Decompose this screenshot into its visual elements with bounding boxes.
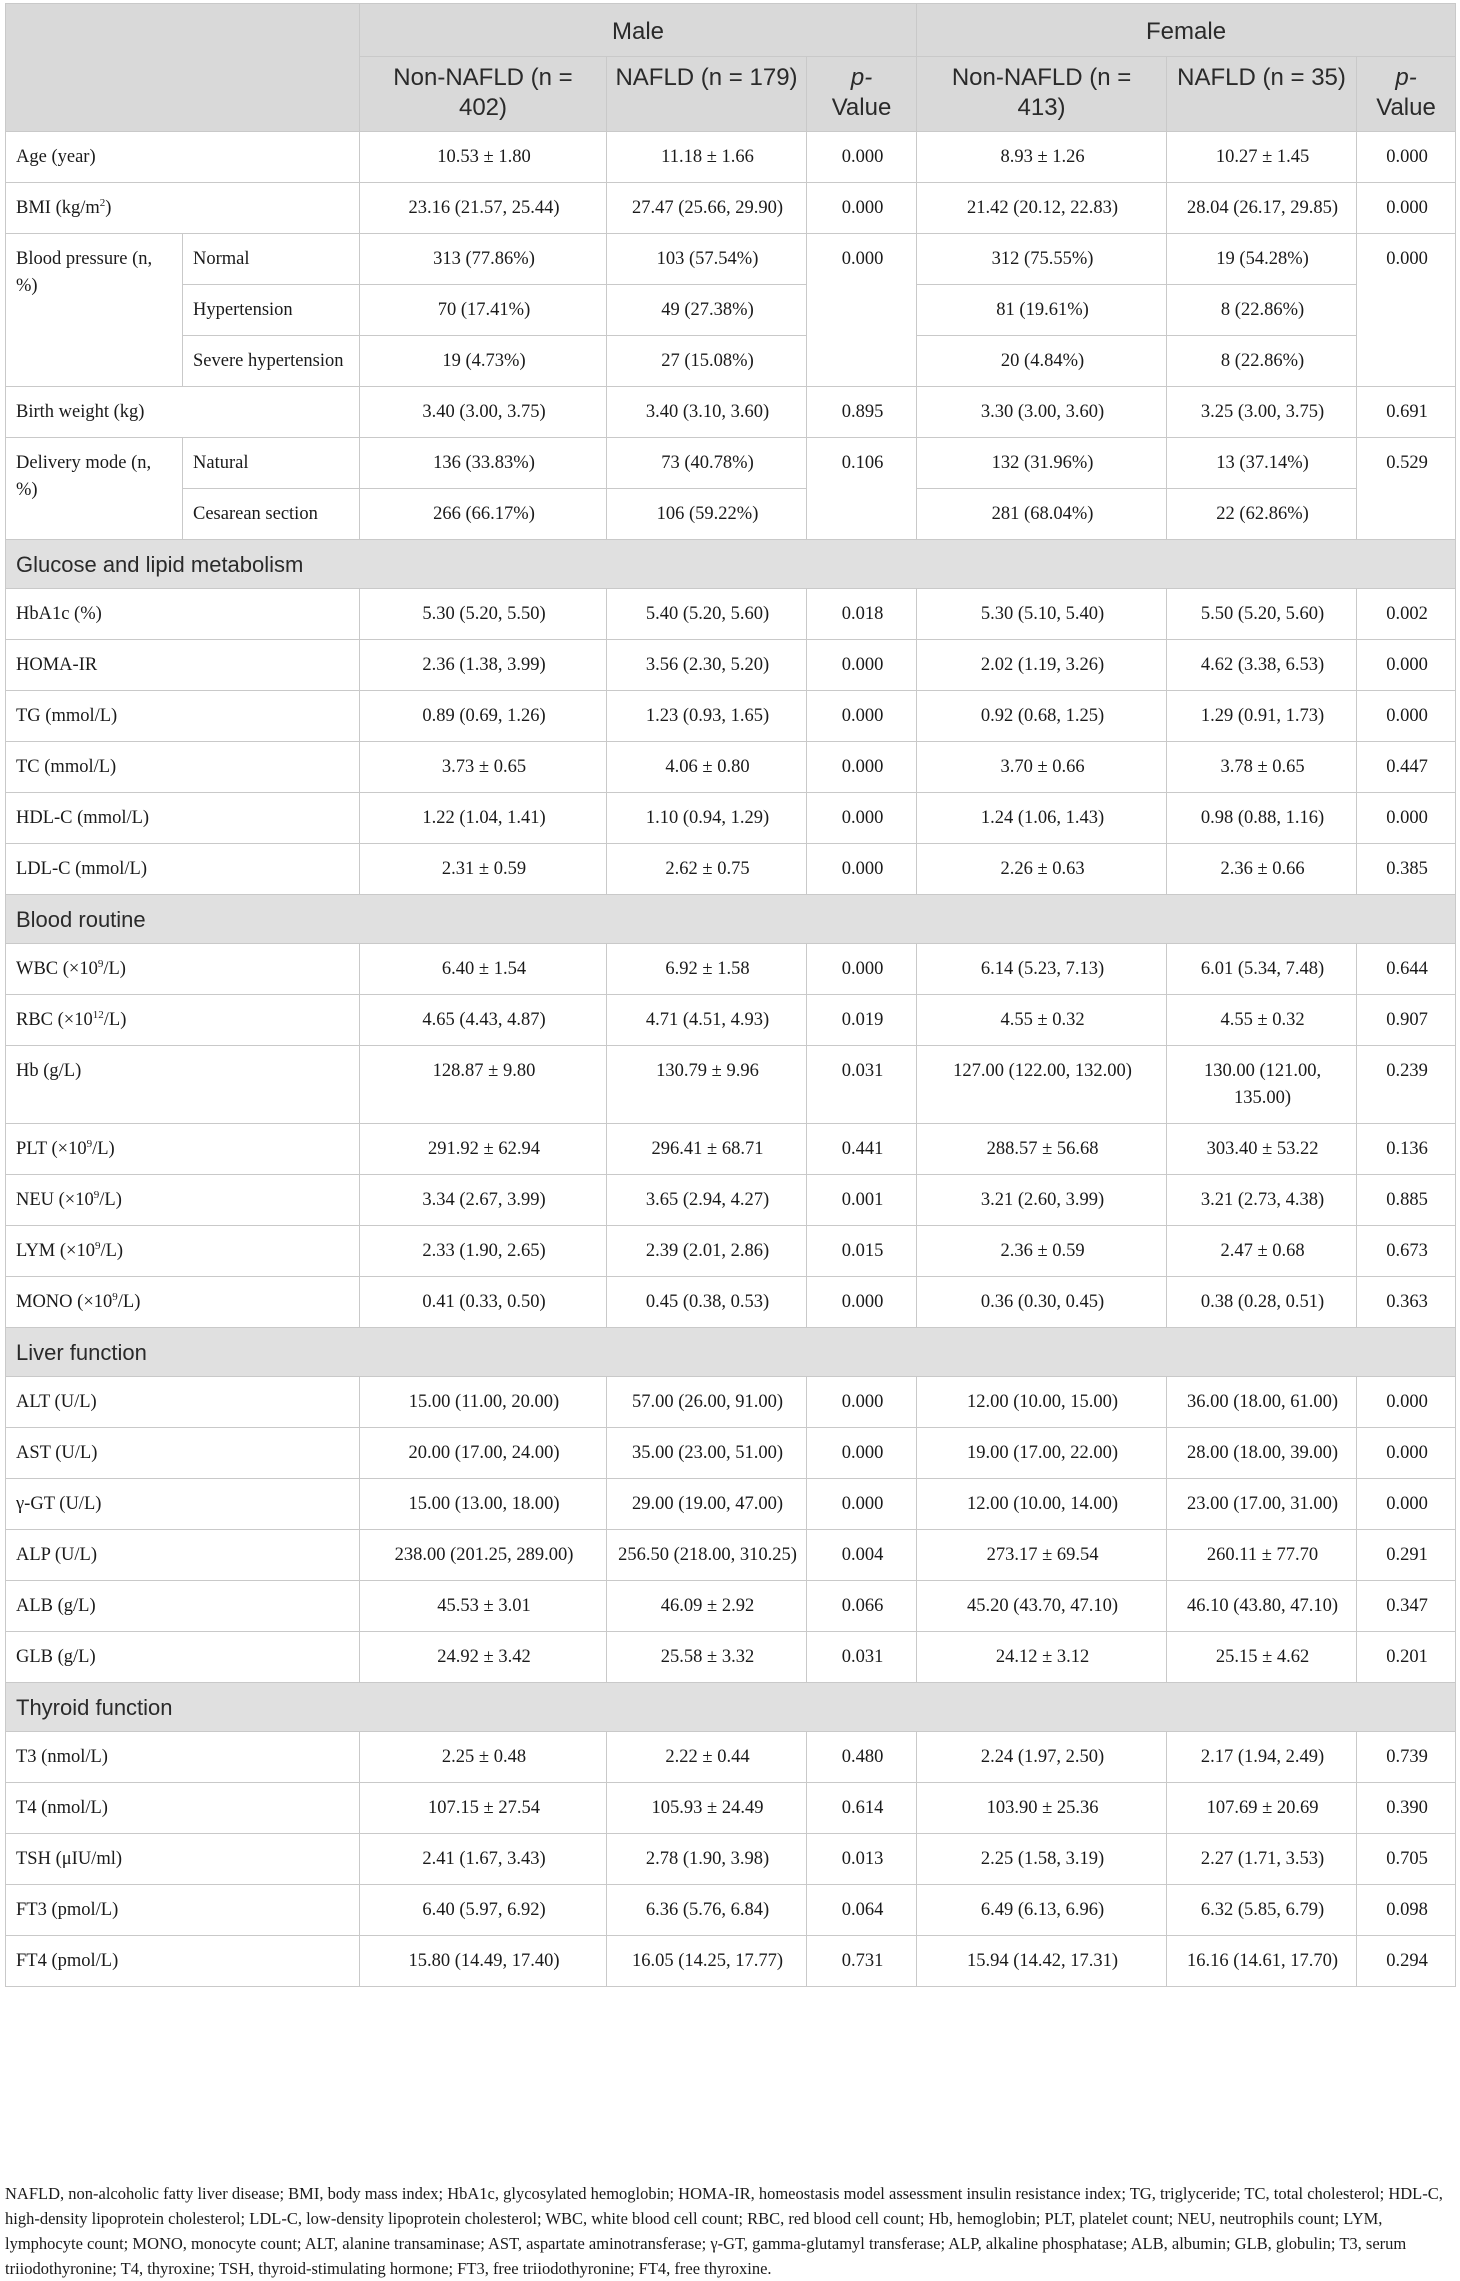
label-sup: 12 bbox=[92, 1008, 104, 1021]
cell: 36.00 (18.00, 61.00) bbox=[1167, 1377, 1357, 1428]
row-label: Hb (g/L) bbox=[6, 1046, 360, 1124]
cell: 3.21 (2.73, 4.38) bbox=[1167, 1175, 1357, 1226]
table-row bbox=[6, 1277, 1456, 1328]
cell: 0.000 bbox=[807, 944, 917, 995]
row-label: ALP (U/L) bbox=[6, 1530, 360, 1581]
label-text: NEU (×10 bbox=[16, 1190, 94, 1210]
label-sup: 9 bbox=[94, 1239, 101, 1252]
table-row bbox=[6, 234, 1456, 285]
section-title: Liver function bbox=[6, 1328, 1456, 1377]
cell: 0.480 bbox=[807, 1732, 917, 1783]
cell: 3.56 (2.30, 5.20) bbox=[607, 640, 807, 691]
label-end: /L) bbox=[103, 959, 126, 979]
row-label: T4 (nmol/L) bbox=[6, 1783, 360, 1834]
cell: 0.000 bbox=[807, 640, 917, 691]
cell: 0.000 bbox=[1357, 132, 1456, 183]
cell: 281 (68.04%) bbox=[917, 489, 1167, 540]
header-nafld-male: NAFLD (n = 179) bbox=[607, 57, 807, 132]
cell: 6.36 (5.76, 6.84) bbox=[607, 1885, 807, 1936]
cell: 2.24 (1.97, 2.50) bbox=[917, 1732, 1167, 1783]
row-label: HbA1c (%) bbox=[6, 589, 360, 640]
cell: 0.885 bbox=[1357, 1175, 1456, 1226]
cell: 2.39 (2.01, 2.86) bbox=[607, 1226, 807, 1277]
cell: 57.00 (26.00, 91.00) bbox=[607, 1377, 807, 1428]
section-title: Thyroid function bbox=[6, 1683, 1456, 1732]
table-row bbox=[6, 285, 1456, 336]
cell: 6.32 (5.85, 6.79) bbox=[1167, 1885, 1357, 1936]
table-row bbox=[6, 691, 1456, 742]
header-pvalue-male bbox=[807, 57, 917, 132]
cell: 0.907 bbox=[1357, 995, 1456, 1046]
cell: 15.80 (14.49, 17.40) bbox=[360, 1936, 607, 1987]
cell: 11.18 ± 1.66 bbox=[607, 132, 807, 183]
cell: 0.066 bbox=[807, 1581, 917, 1632]
label-text: BMI (kg/m bbox=[16, 198, 100, 218]
cell: 0.201 bbox=[1357, 1632, 1456, 1683]
cell: 49 (27.38%) bbox=[607, 285, 807, 336]
cell: 23.00 (17.00, 31.00) bbox=[1167, 1479, 1357, 1530]
cell: 107.69 ± 20.69 bbox=[1167, 1783, 1357, 1834]
header-corner bbox=[6, 4, 360, 132]
cell: 35.00 (23.00, 51.00) bbox=[607, 1428, 807, 1479]
cell: 81 (19.61%) bbox=[917, 285, 1167, 336]
cell: 0.294 bbox=[1357, 1936, 1456, 1987]
cell: 0.031 bbox=[807, 1632, 917, 1683]
cell: 2.25 ± 0.48 bbox=[360, 1732, 607, 1783]
table-row bbox=[6, 1581, 1456, 1632]
cell: 4.55 ± 0.32 bbox=[917, 995, 1167, 1046]
cell: 0.013 bbox=[807, 1834, 917, 1885]
cell: 4.06 ± 0.80 bbox=[607, 742, 807, 793]
row-label bbox=[6, 995, 360, 1046]
cell: 0.000 bbox=[807, 234, 917, 387]
cell: 28.04 (26.17, 29.85) bbox=[1167, 183, 1357, 234]
cell: 2.41 (1.67, 3.43) bbox=[360, 1834, 607, 1885]
label-sup: 9 bbox=[112, 1290, 118, 1303]
row-label: Age (year) bbox=[6, 132, 360, 183]
label-end: /L) bbox=[100, 1241, 124, 1261]
cell: 0.001 bbox=[807, 1175, 917, 1226]
row-sublabel: Hypertension bbox=[183, 285, 360, 336]
table-row bbox=[6, 589, 1456, 640]
cell: 0.015 bbox=[807, 1226, 917, 1277]
cell: 312 (75.55%) bbox=[917, 234, 1167, 285]
cell: 0.000 bbox=[807, 691, 917, 742]
cell: 2.02 (1.19, 3.26) bbox=[917, 640, 1167, 691]
cell: 1.22 (1.04, 1.41) bbox=[360, 793, 607, 844]
row-label: FT3 (pmol/L) bbox=[6, 1885, 360, 1936]
cell: 8 (22.86%) bbox=[1167, 336, 1357, 387]
row-sublabel: Cesarean section bbox=[183, 489, 360, 540]
cell: 2.36 (1.38, 3.99) bbox=[360, 640, 607, 691]
row-label: Birth weight (kg) bbox=[6, 387, 360, 438]
cell: 1.24 (1.06, 1.43) bbox=[917, 793, 1167, 844]
cell: 303.40 ± 53.22 bbox=[1167, 1124, 1357, 1175]
cell: 0.000 bbox=[1357, 1428, 1456, 1479]
cell: 0.000 bbox=[1357, 234, 1456, 387]
sections-body bbox=[6, 540, 1456, 1987]
cell: 1.10 (0.94, 1.29) bbox=[607, 793, 807, 844]
section-header-row bbox=[6, 540, 1456, 589]
cell: 260.11 ± 77.70 bbox=[1167, 1530, 1357, 1581]
cell: 3.78 ± 0.65 bbox=[1167, 742, 1357, 793]
cell: 19 (54.28%) bbox=[1167, 234, 1357, 285]
cell: 24.12 ± 3.12 bbox=[917, 1632, 1167, 1683]
cell: 3.34 (2.67, 3.99) bbox=[360, 1175, 607, 1226]
cell: 0.106 bbox=[807, 438, 917, 540]
row-label: GLB (g/L) bbox=[6, 1632, 360, 1683]
table-row bbox=[6, 1530, 1456, 1581]
cell: 3.30 (3.00, 3.60) bbox=[917, 387, 1167, 438]
section-header-row bbox=[6, 895, 1456, 944]
header-nafld-female: NAFLD (n = 35) bbox=[1167, 57, 1357, 132]
cell: 0.390 bbox=[1357, 1783, 1456, 1834]
cell: 0.000 bbox=[1357, 793, 1456, 844]
cell: 10.27 ± 1.45 bbox=[1167, 132, 1357, 183]
label-text: PLT (×10 bbox=[16, 1139, 87, 1159]
cell: 19.00 (17.00, 22.00) bbox=[917, 1428, 1167, 1479]
cell: 0.136 bbox=[1357, 1124, 1456, 1175]
cell: 6.01 (5.34, 7.48) bbox=[1167, 944, 1357, 995]
table-row bbox=[6, 1428, 1456, 1479]
cell: 16.16 (14.61, 17.70) bbox=[1167, 1936, 1357, 1987]
cell: 46.09 ± 2.92 bbox=[607, 1581, 807, 1632]
label-sup: 9 bbox=[97, 957, 104, 970]
cell: 28.00 (18.00, 39.00) bbox=[1167, 1428, 1357, 1479]
cell: 6.49 (6.13, 6.96) bbox=[917, 1885, 1167, 1936]
pvalue-p: p- bbox=[850, 64, 873, 91]
label-sup: 2 bbox=[99, 196, 106, 209]
table-row bbox=[6, 1479, 1456, 1530]
table-row bbox=[6, 1175, 1456, 1226]
cell: 0.895 bbox=[807, 387, 917, 438]
cell: 2.31 ± 0.59 bbox=[360, 844, 607, 895]
cell: 2.33 (1.90, 2.65) bbox=[360, 1226, 607, 1277]
label-end: ) bbox=[105, 198, 112, 218]
cell: 0.002 bbox=[1357, 589, 1456, 640]
cell: 0.447 bbox=[1357, 742, 1456, 793]
cell: 0.019 bbox=[807, 995, 917, 1046]
cell: 1.23 (0.93, 1.65) bbox=[607, 691, 807, 742]
cell: 136 (33.83%) bbox=[360, 438, 607, 489]
header-male: Male bbox=[360, 4, 917, 57]
section-header-row bbox=[6, 1328, 1456, 1377]
cell: 6.40 ± 1.54 bbox=[360, 944, 607, 995]
cell: 3.21 (2.60, 3.99) bbox=[917, 1175, 1167, 1226]
cell: 0.705 bbox=[1357, 1834, 1456, 1885]
cell: 291.92 ± 62.94 bbox=[360, 1124, 607, 1175]
row-label bbox=[6, 1277, 360, 1328]
cell: 0.000 bbox=[1357, 691, 1456, 742]
cell: 45.20 (43.70, 47.10) bbox=[917, 1581, 1167, 1632]
row-label: T3 (nmol/L) bbox=[6, 1732, 360, 1783]
cell: 15.00 (11.00, 20.00) bbox=[360, 1377, 607, 1428]
cell: 22 (62.86%) bbox=[1167, 489, 1357, 540]
label-text: RBC (×10 bbox=[16, 1010, 93, 1030]
cell: 3.40 (3.00, 3.75) bbox=[360, 387, 607, 438]
cell: 2.27 (1.71, 3.53) bbox=[1167, 1834, 1357, 1885]
table-row bbox=[6, 995, 1456, 1046]
row-label: γ-GT (U/L) bbox=[6, 1479, 360, 1530]
table-row bbox=[6, 944, 1456, 995]
cell: 0.92 (0.68, 1.25) bbox=[917, 691, 1167, 742]
cell: 73 (40.78%) bbox=[607, 438, 807, 489]
row-label: AST (U/L) bbox=[6, 1428, 360, 1479]
cell: 3.65 (2.94, 4.27) bbox=[607, 1175, 807, 1226]
cell: 19 (4.73%) bbox=[360, 336, 607, 387]
cell: 2.36 ± 0.59 bbox=[917, 1226, 1167, 1277]
cell: 20.00 (17.00, 24.00) bbox=[360, 1428, 607, 1479]
cell: 3.70 ± 0.66 bbox=[917, 742, 1167, 793]
cell: 24.92 ± 3.42 bbox=[360, 1632, 607, 1683]
cell: 0.36 (0.30, 0.45) bbox=[917, 1277, 1167, 1328]
table-row bbox=[6, 1632, 1456, 1683]
cell: 4.65 (4.43, 4.87) bbox=[360, 995, 607, 1046]
cell: 5.50 (5.20, 5.60) bbox=[1167, 589, 1357, 640]
cell: 0.614 bbox=[807, 1783, 917, 1834]
table-row bbox=[6, 1936, 1456, 1987]
cell: 2.36 ± 0.66 bbox=[1167, 844, 1357, 895]
row-label: TG (mmol/L) bbox=[6, 691, 360, 742]
table-row bbox=[6, 1046, 1456, 1124]
cell: 107.15 ± 27.54 bbox=[360, 1783, 607, 1834]
cell: 13 (37.14%) bbox=[1167, 438, 1357, 489]
cell: 0.41 (0.33, 0.50) bbox=[360, 1277, 607, 1328]
cell: 0.291 bbox=[1357, 1530, 1456, 1581]
cell: 0.385 bbox=[1357, 844, 1456, 895]
section-title: Glucose and lipid metabolism bbox=[6, 540, 1456, 589]
cell: 8 (22.86%) bbox=[1167, 285, 1357, 336]
cell: 130.00 (121.00, 135.00) bbox=[1167, 1046, 1357, 1124]
cell: 0.000 bbox=[807, 1377, 917, 1428]
cell: 8.93 ± 1.26 bbox=[917, 132, 1167, 183]
label-end: /L) bbox=[103, 1010, 127, 1030]
label-sup: 9 bbox=[93, 1188, 100, 1201]
cell: 313 (77.86%) bbox=[360, 234, 607, 285]
cell: 20 (4.84%) bbox=[917, 336, 1167, 387]
cell: 0.000 bbox=[807, 844, 917, 895]
table-row bbox=[6, 489, 1456, 540]
cell: 0.239 bbox=[1357, 1046, 1456, 1124]
row-label bbox=[6, 1226, 360, 1277]
cell: 3.73 ± 0.65 bbox=[360, 742, 607, 793]
cell: 2.17 (1.94, 2.49) bbox=[1167, 1732, 1357, 1783]
cell: 0.644 bbox=[1357, 944, 1456, 995]
cell: 3.40 (3.10, 3.60) bbox=[607, 387, 807, 438]
cell: 128.87 ± 9.80 bbox=[360, 1046, 607, 1124]
cell: 6.14 (5.23, 7.13) bbox=[917, 944, 1167, 995]
cell: 266 (66.17%) bbox=[360, 489, 607, 540]
cell: 130.79 ± 9.96 bbox=[607, 1046, 807, 1124]
cell: 5.40 (5.20, 5.60) bbox=[607, 589, 807, 640]
section-header-row bbox=[6, 1683, 1456, 1732]
cell: 45.53 ± 3.01 bbox=[360, 1581, 607, 1632]
cell: 25.15 ± 4.62 bbox=[1167, 1632, 1357, 1683]
label-text: WBC (×10 bbox=[16, 959, 98, 979]
header-pvalue-female bbox=[1357, 57, 1456, 132]
cell: 103 (57.54%) bbox=[607, 234, 807, 285]
row-group-label: Delivery mode (n, %) bbox=[6, 438, 183, 540]
cell: 2.47 ± 0.68 bbox=[1167, 1226, 1357, 1277]
table-row bbox=[6, 132, 1456, 183]
label-end: /L) bbox=[92, 1139, 115, 1159]
cell: 2.22 ± 0.44 bbox=[607, 1732, 807, 1783]
row-group-label: Blood pressure (n, %) bbox=[6, 234, 183, 387]
cell: 0.673 bbox=[1357, 1226, 1456, 1277]
cell: 6.40 (5.97, 6.92) bbox=[360, 1885, 607, 1936]
cell: 0.45 (0.38, 0.53) bbox=[607, 1277, 807, 1328]
row-label: HDL-C (mmol/L) bbox=[6, 793, 360, 844]
cell: 21.42 (20.12, 22.83) bbox=[917, 183, 1167, 234]
table-row bbox=[6, 742, 1456, 793]
table-row bbox=[6, 1885, 1456, 1936]
cell: 0.000 bbox=[1357, 183, 1456, 234]
row-label: FT4 (pmol/L) bbox=[6, 1936, 360, 1987]
cell: 27 (15.08%) bbox=[607, 336, 807, 387]
row-label: TC (mmol/L) bbox=[6, 742, 360, 793]
cell: 70 (17.41%) bbox=[360, 285, 607, 336]
cell: 105.93 ± 24.49 bbox=[607, 1783, 807, 1834]
table-row bbox=[6, 793, 1456, 844]
cell: 2.25 (1.58, 3.19) bbox=[917, 1834, 1167, 1885]
table-row bbox=[6, 1834, 1456, 1885]
cell: 0.691 bbox=[1357, 387, 1456, 438]
cell: 0.018 bbox=[807, 589, 917, 640]
row-label bbox=[6, 183, 360, 234]
row-sublabel: Normal bbox=[183, 234, 360, 285]
cell: 2.26 ± 0.63 bbox=[917, 844, 1167, 895]
cell: 103.90 ± 25.36 bbox=[917, 1783, 1167, 1834]
table-row bbox=[6, 1226, 1456, 1277]
cell: 15.00 (13.00, 18.00) bbox=[360, 1479, 607, 1530]
header-non-nafld-female: Non-NAFLD (n = 413) bbox=[917, 57, 1167, 132]
table-row bbox=[6, 1783, 1456, 1834]
cell: 238.00 (201.25, 289.00) bbox=[360, 1530, 607, 1581]
row-label bbox=[6, 944, 360, 995]
data-table bbox=[5, 3, 1456, 1987]
cell: 4.62 (3.38, 6.53) bbox=[1167, 640, 1357, 691]
cell: 2.78 (1.90, 3.98) bbox=[607, 1834, 807, 1885]
pvalue-value: Value bbox=[1376, 94, 1436, 121]
table-row bbox=[6, 1377, 1456, 1428]
cell: 0.000 bbox=[807, 793, 917, 844]
cell: 296.41 ± 68.71 bbox=[607, 1124, 807, 1175]
label-text: LYM (×10 bbox=[16, 1241, 95, 1261]
table-row bbox=[6, 183, 1456, 234]
row-label: TSH (μIU/ml) bbox=[6, 1834, 360, 1885]
label-end: /L) bbox=[117, 1292, 141, 1312]
table-row bbox=[6, 438, 1456, 489]
table-row bbox=[6, 387, 1456, 438]
cell: 0.363 bbox=[1357, 1277, 1456, 1328]
table-row bbox=[6, 640, 1456, 691]
cell: 4.71 (4.51, 4.93) bbox=[607, 995, 807, 1046]
cell: 0.031 bbox=[807, 1046, 917, 1124]
cell: 0.000 bbox=[1357, 1377, 1456, 1428]
table-row bbox=[6, 336, 1456, 387]
table-footnote: NAFLD, non-alcoholic fatty liver disease; BMI, body mass index; HbA1c, glycosylated hemoglobin; HOMA-IR, homeostasis model assessment insulin resistance index; TG, triglyceride; TC, total cholesterol; HDL-C, high-density lipoprotein cholesterol; LDL-C, low-density lipoprotein cholesterol; WBC, white blood cell count; RBC, red blood cell count; Hb, hemoglobin; PLT, platelet count; NEU, neutrophils count; LYM, lymphocyte count; MONO, monocyte count; ALT, alanine transaminase; AST, aspartate aminotransferase; γ-GT, gamma-glutamyl transferase; ALP, alkaline phosphatase; ALB, albumin; GLB, globulin; T3, serum triiodothyronine; T4, thyroxine; TSH, thyroid-stimulating hormone; FT3, free triiodothyronine; FT4, free thyroxine. bbox=[5, 2184, 1443, 2278]
cell: 0.98 (0.88, 1.16) bbox=[1167, 793, 1357, 844]
label-end: /L) bbox=[99, 1190, 122, 1210]
cell: 5.30 (5.10, 5.40) bbox=[917, 589, 1167, 640]
cell: 0.89 (0.69, 1.26) bbox=[360, 691, 607, 742]
row-label: HOMA-IR bbox=[6, 640, 360, 691]
cell: 6.92 ± 1.58 bbox=[607, 944, 807, 995]
cell: 256.50 (218.00, 310.25) bbox=[607, 1530, 807, 1581]
table-container bbox=[5, 3, 1455, 1987]
label-sup: 9 bbox=[86, 1137, 93, 1150]
row-label: ALB (g/L) bbox=[6, 1581, 360, 1632]
cell: 25.58 ± 3.32 bbox=[607, 1632, 807, 1683]
cell: 132 (31.96%) bbox=[917, 438, 1167, 489]
cell: 3.25 (3.00, 3.75) bbox=[1167, 387, 1357, 438]
cell: 0.000 bbox=[807, 742, 917, 793]
cell: 127.00 (122.00, 132.00) bbox=[917, 1046, 1167, 1124]
cell: 0.000 bbox=[1357, 640, 1456, 691]
cell: 0.064 bbox=[807, 1885, 917, 1936]
header-non-nafld-male: Non-NAFLD (n = 402) bbox=[360, 57, 607, 132]
cell: 15.94 (14.42, 17.31) bbox=[917, 1936, 1167, 1987]
cell: 273.17 ± 69.54 bbox=[917, 1530, 1167, 1581]
cell: 0.739 bbox=[1357, 1732, 1456, 1783]
cell: 0.000 bbox=[807, 183, 917, 234]
row-label: LDL-C (mmol/L) bbox=[6, 844, 360, 895]
label-text: MONO (×10 bbox=[16, 1292, 113, 1312]
row-label bbox=[6, 1124, 360, 1175]
row-sublabel: Severe hypertension bbox=[183, 336, 360, 387]
cell: 0.000 bbox=[807, 1428, 917, 1479]
header-female: Female bbox=[917, 4, 1456, 57]
cell: 46.10 (43.80, 47.10) bbox=[1167, 1581, 1357, 1632]
cell: 0.000 bbox=[807, 132, 917, 183]
pvalue-p: p- bbox=[1395, 64, 1417, 91]
cell: 106 (59.22%) bbox=[607, 489, 807, 540]
cell: 29.00 (19.00, 47.00) bbox=[607, 1479, 807, 1530]
row-label: ALT (U/L) bbox=[6, 1377, 360, 1428]
cell: 5.30 (5.20, 5.50) bbox=[360, 589, 607, 640]
cell: 288.57 ± 56.68 bbox=[917, 1124, 1167, 1175]
cell: 0.441 bbox=[807, 1124, 917, 1175]
cell: 12.00 (10.00, 15.00) bbox=[917, 1377, 1167, 1428]
cell: 0.38 (0.28, 0.51) bbox=[1167, 1277, 1357, 1328]
cell: 0.000 bbox=[1357, 1479, 1456, 1530]
cell: 12.00 (10.00, 14.00) bbox=[917, 1479, 1167, 1530]
table-row bbox=[6, 1124, 1456, 1175]
pvalue-value: Value bbox=[831, 94, 892, 121]
cell: 4.55 ± 0.32 bbox=[1167, 995, 1357, 1046]
row-label bbox=[6, 1175, 360, 1226]
cell: 0.347 bbox=[1357, 1581, 1456, 1632]
table-row bbox=[6, 844, 1456, 895]
row-sublabel: Natural bbox=[183, 438, 360, 489]
cell: 23.16 (21.57, 25.44) bbox=[360, 183, 607, 234]
table-row bbox=[6, 1732, 1456, 1783]
cell: 10.53 ± 1.80 bbox=[360, 132, 607, 183]
cell: 27.47 (25.66, 29.90) bbox=[607, 183, 807, 234]
cell: 1.29 (0.91, 1.73) bbox=[1167, 691, 1357, 742]
section-title: Blood routine bbox=[6, 895, 1456, 944]
cell: 0.000 bbox=[807, 1277, 917, 1328]
cell: 0.098 bbox=[1357, 1885, 1456, 1936]
cell: 16.05 (14.25, 17.77) bbox=[607, 1936, 807, 1987]
cell: 0.004 bbox=[807, 1530, 917, 1581]
cell: 0.731 bbox=[807, 1936, 917, 1987]
cell: 0.529 bbox=[1357, 438, 1456, 540]
cell: 0.000 bbox=[807, 1479, 917, 1530]
cell: 2.62 ± 0.75 bbox=[607, 844, 807, 895]
